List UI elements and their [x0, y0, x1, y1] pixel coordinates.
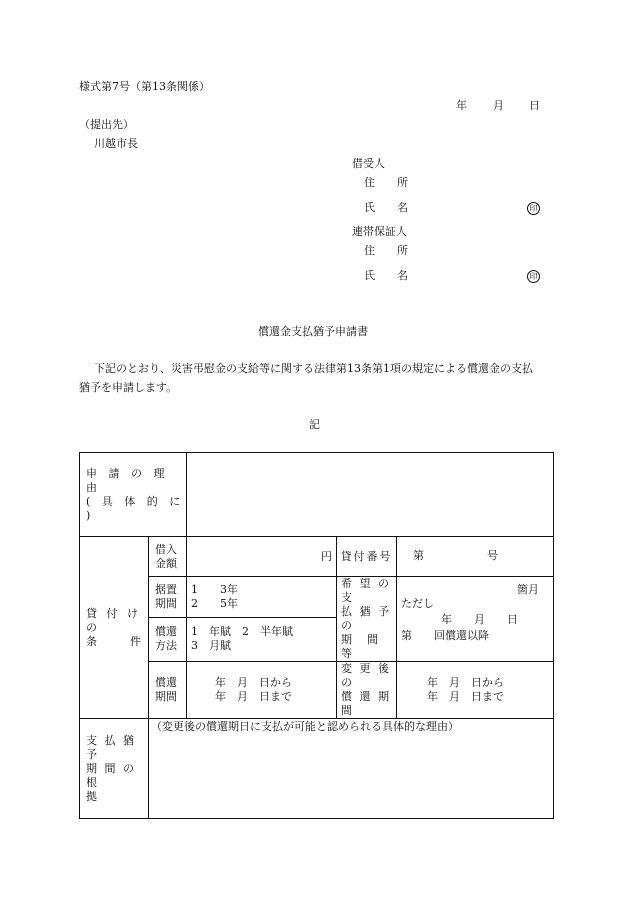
method-option-2: 3 月賦	[191, 639, 232, 653]
amount-unit: 円	[321, 549, 333, 563]
basis-label-1: 支 払 猶 予	[86, 733, 136, 761]
guarantor-title: 連帯保証人	[352, 225, 407, 238]
method-option-1: 1 年賦 2 半年賦	[191, 625, 294, 639]
desired-proviso: ただし	[401, 597, 435, 610]
changed-label-1: 変 更 後 の	[341, 662, 392, 689]
desired-label-3: 期 間 等	[341, 633, 394, 660]
period-input[interactable]	[187, 662, 337, 719]
changed-period-input[interactable]	[397, 662, 554, 719]
record-label: 記	[309, 418, 320, 431]
basis-label-cell	[80, 719, 149, 819]
grace-options[interactable]	[187, 577, 337, 618]
reason-input[interactable]	[187, 453, 554, 537]
method-label-2: 方法	[155, 639, 177, 653]
loan-number-prefix: 第	[413, 549, 425, 562]
method-options[interactable]	[187, 617, 337, 661]
submit-to: 川越市長	[94, 137, 138, 150]
document-title: 償還金支払猶予申請書	[258, 325, 368, 338]
method-label-cell	[149, 617, 187, 661]
grace-label-cell	[149, 577, 187, 618]
body-line-1: 下記のとおり、災害弔慰金の支給等に関する法律第13条第1項の規定による償還金の支払	[94, 362, 533, 375]
loan-terms-label-1: 貸 付 け の	[86, 606, 141, 634]
loan-number-input[interactable]	[397, 537, 554, 577]
period-label-1: 償還	[155, 676, 177, 689]
grace-label-2: 期間	[155, 596, 177, 610]
loan-number-suffix: 号	[487, 549, 499, 562]
borrower-address-label: 住 所	[364, 176, 408, 189]
grace-label-1: 据置	[155, 582, 177, 596]
changed-label-2: 償 還 期 間	[341, 690, 392, 717]
date-month-label: 月	[493, 99, 504, 112]
desired-label-1: 希 望 の 支	[341, 577, 392, 604]
loan-terms-label-2: 条 件	[86, 634, 141, 648]
guarantor-name-label: 氏 名	[364, 269, 408, 282]
desired-period-input[interactable]	[397, 577, 554, 662]
changed-to: 年 月 日まで	[427, 690, 505, 703]
basis-note: （変更後の償還期日に支払が可能と認められる具体的な理由）	[151, 720, 459, 733]
period-label-2: 期間	[155, 690, 177, 703]
borrower-name-label: 氏 名	[364, 201, 408, 214]
date-year-label: 年	[456, 99, 467, 112]
reason-label-1: 申 請 の 理 由	[86, 466, 169, 494]
basis-label-2: 期 間 の 根	[86, 761, 136, 789]
loan-terms-label-cell	[80, 537, 149, 719]
body-line-2: 猶予を申請します。	[79, 381, 178, 394]
form-number: 様式第7号（第13条関係）	[79, 80, 210, 93]
basis-label-3: 拠	[86, 789, 97, 803]
period-to: 年 月 日まで	[215, 690, 293, 703]
desired-label-cell	[337, 577, 397, 662]
reason-label-cell	[80, 453, 187, 537]
grace-option-2: 2 5年	[191, 596, 239, 610]
changed-from: 年 月 日から	[427, 676, 505, 689]
desired-ymd: 年 月 日	[441, 613, 519, 626]
period-from: 年 月 日から	[215, 676, 293, 689]
method-label-1: 償還	[155, 625, 177, 639]
submit-to-label: （提出先）	[79, 118, 134, 131]
changed-label-cell	[337, 662, 397, 719]
date-day-label: 日	[529, 99, 540, 112]
desired-months: 箇月	[517, 583, 540, 596]
desired-label-2: 払 猶 予 の	[341, 605, 392, 632]
amount-label-cell	[149, 537, 187, 577]
borrower-seal-icon	[527, 201, 540, 215]
loan-number-label: 貸付番号	[337, 537, 397, 577]
guarantor-seal-icon	[527, 269, 540, 283]
desired-from: 第 回償還以降	[401, 629, 490, 642]
grace-option-1: 1 3年	[191, 582, 239, 596]
amount-label-2: 金額	[155, 556, 177, 570]
amount-label-1: 借入	[155, 542, 177, 556]
reason-label-2: ( 具 体 的 に )	[86, 494, 185, 522]
amount-input[interactable]	[187, 537, 337, 577]
guarantor-address-label: 住 所	[364, 244, 408, 257]
basis-input[interactable]	[149, 719, 554, 819]
seal-mark: 印	[527, 270, 540, 283]
application-table	[79, 452, 554, 819]
seal-mark: 印	[527, 202, 540, 215]
borrower-title: 借受人	[352, 157, 385, 170]
period-label-cell	[149, 662, 187, 719]
